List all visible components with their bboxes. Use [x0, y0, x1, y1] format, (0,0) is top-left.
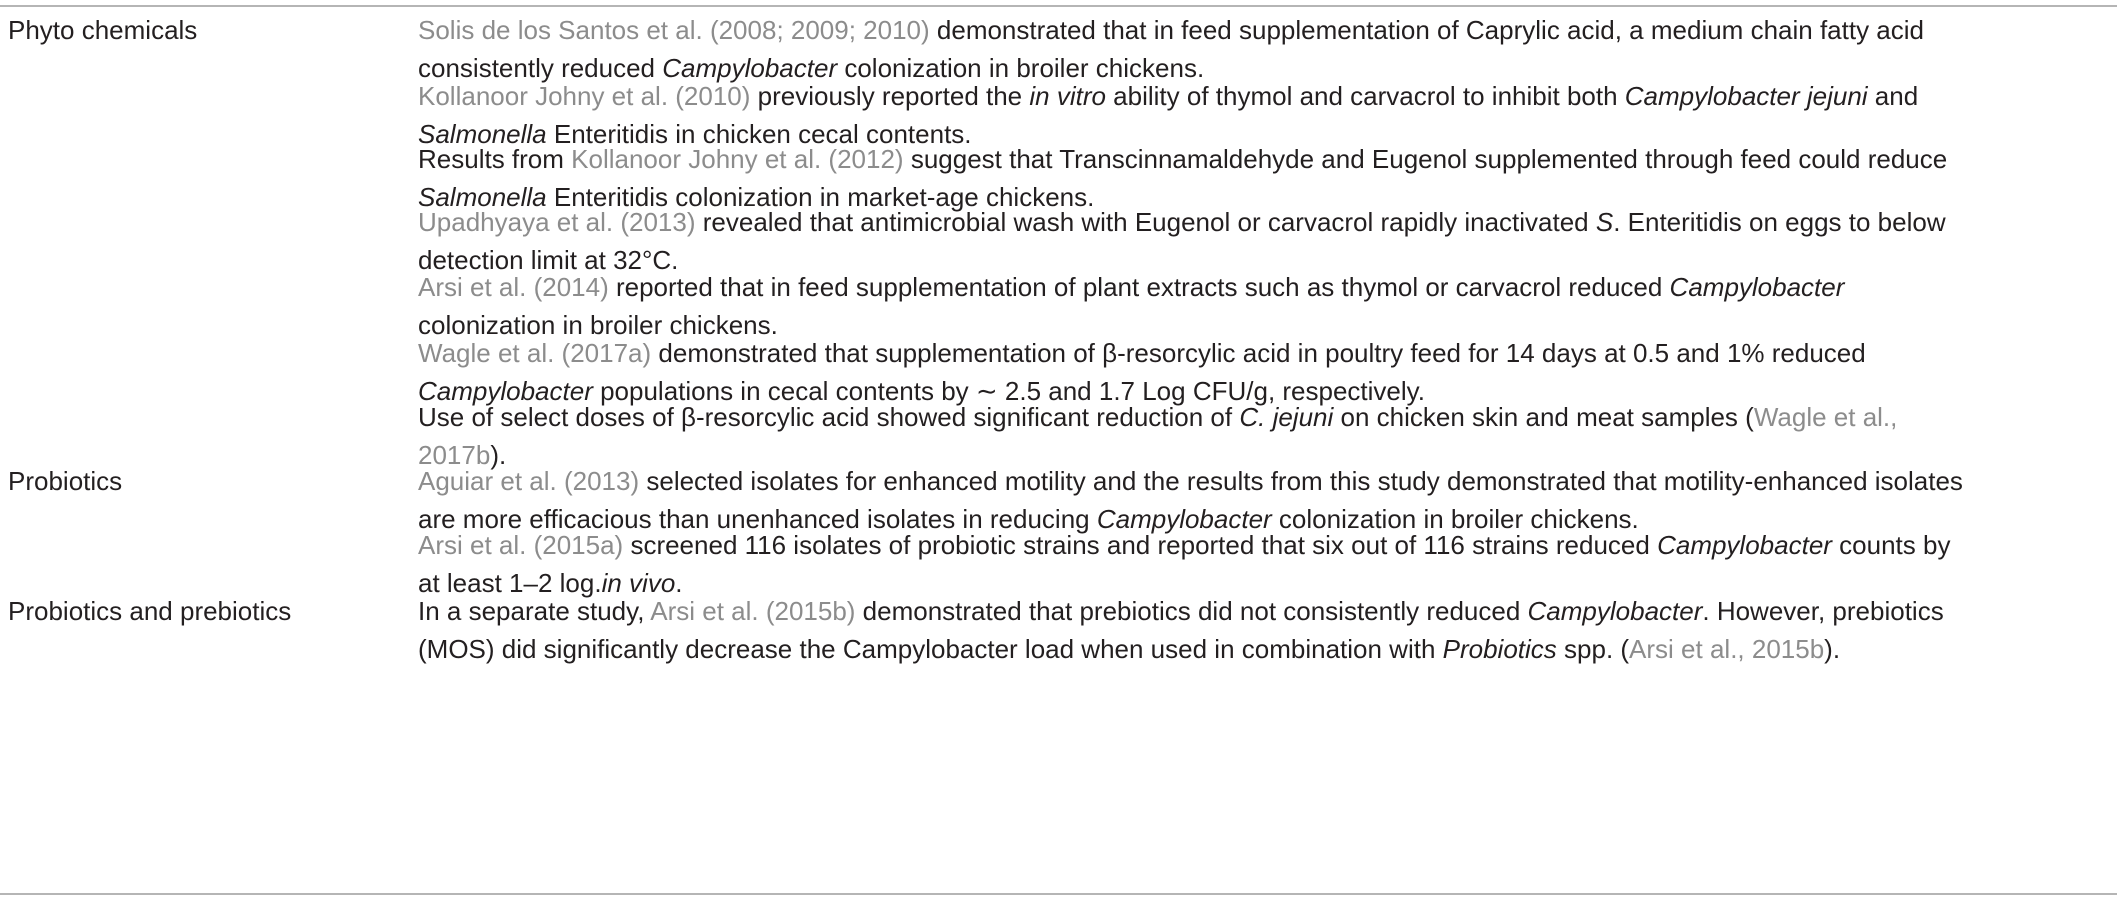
- entry-arsi-2014: [418, 268, 2108, 344]
- italic-term: Campylobacter: [1096, 504, 1272, 534]
- italic-term: in vitro: [1029, 81, 1106, 111]
- citation-link[interactable]: Solis de los Santos et al. (2008; 2009; 2010): [418, 15, 930, 45]
- entry-line: [418, 77, 2108, 115]
- body-text: ).: [1824, 634, 1841, 664]
- entry-line: [418, 140, 2108, 178]
- body-text: at least 1–2 log.: [418, 568, 602, 598]
- citation-link[interactable]: Arsi et al., 2015b: [1629, 634, 1825, 664]
- citation-link[interactable]: Arsi et al. (2015b): [650, 596, 856, 626]
- table-top-rule: [0, 5, 2117, 7]
- body-text: populations in cecal contents by ∼ 2.5 and 1.7 Log CFU/g, respectively.: [592, 376, 1425, 406]
- body-text: Enteritidis colonization in market-age chickens.: [546, 182, 1095, 212]
- body-text: colonization in broiler chickens.: [418, 310, 778, 340]
- italic-term: in vivo: [601, 568, 676, 598]
- citation-link[interactable]: Arsi et al. (2015a): [418, 530, 624, 560]
- body-text: are more efficacious than unenhanced isolates in reducing: [418, 504, 1097, 534]
- entry-line: [418, 268, 2108, 306]
- italic-term: Campylobacter jejuni: [1624, 81, 1868, 111]
- body-text: Enteritidis in chicken cecal contents.: [546, 119, 972, 149]
- citation-link[interactable]: 2017b: [418, 440, 491, 470]
- entry-line: [418, 526, 2108, 564]
- entry-arsi-2015a: [418, 526, 2108, 602]
- entry-arsi-2015b: [418, 592, 2108, 668]
- body-text: ability of thymol and carvacrol to inhibit both: [1105, 81, 1625, 111]
- italic-term: Probiotics: [1442, 634, 1557, 664]
- citation-link[interactable]: Aguiar et al. (2013): [418, 466, 640, 496]
- body-text: revealed that antimicrobial wash with Eugenol or carvacrol rapidly inactivated: [695, 207, 1596, 237]
- body-text: demonstrated that in feed supplementation of Caprylic acid, a medium chain fatty acid: [929, 15, 1924, 45]
- body-text: colonization in broiler chickens.: [1271, 504, 1639, 534]
- body-text: demonstrated that prebiotics did not consistently reduced: [855, 596, 1528, 626]
- body-text: Results from: [418, 144, 572, 174]
- entry-line: [418, 592, 2108, 630]
- body-text: and: [1867, 81, 1919, 111]
- entry-solis-de-los-santos: [418, 11, 2108, 87]
- body-text: screened 116 isolates of probiotic strains and reported that six out of 116 strains reduced: [623, 530, 1658, 560]
- body-text: consistently reduced: [418, 53, 663, 83]
- body-text: colonization in broiler chickens.: [837, 53, 1205, 83]
- body-text: on chicken skin and meat samples (: [1333, 402, 1754, 432]
- citation-link[interactable]: Wagle et al. (2017a): [418, 338, 652, 368]
- entry-line: [418, 11, 2108, 49]
- category-phyto-chemicals: Phyto chemicals: [8, 15, 198, 45]
- body-text: ).: [490, 440, 507, 470]
- body-text: In a separate study,: [418, 596, 651, 626]
- body-text: counts by: [1831, 530, 1951, 560]
- body-text: .: [675, 568, 683, 598]
- body-text: demonstrated that supplementation of β-resorcylic acid in poultry feed for 14 days at 0.5 and 1% reduced: [651, 338, 1866, 368]
- body-text: selected isolates for enhanced motility and the results from this study demonstrated that motility-enhanced isolates: [639, 466, 1963, 496]
- category-probiotics-and-prebiotics: Probiotics and prebiotics: [8, 596, 292, 626]
- italic-term: Campylobacter: [1657, 530, 1832, 560]
- citation-link[interactable]: Kollanoor Johny et al. (2010): [418, 81, 751, 111]
- body-text: reported that in feed supplementation of plant extracts such as thymol or carvacrol reduced: [608, 272, 1670, 302]
- italic-term: Campylobacter: [662, 53, 838, 83]
- citation-link[interactable]: Upadhyaya et al. (2013): [418, 207, 696, 237]
- italic-term: Campylobacter: [1527, 596, 1703, 626]
- body-text: . However, prebiotics: [1702, 596, 1944, 626]
- body-text: detection limit at 32°C.: [418, 245, 679, 275]
- italic-term: Campylobacter: [418, 376, 593, 406]
- entry-line: [418, 203, 2108, 241]
- body-text: spp. (: [1556, 634, 1630, 664]
- body-text: . Enteritidis on eggs to below: [1613, 207, 1946, 237]
- table-bottom-rule: [0, 893, 2117, 895]
- body-text: suggest that Transcinnamaldehyde and Eugenol supplemented through feed could reduce: [903, 144, 1948, 174]
- entry-line: [418, 334, 2108, 372]
- italic-term: S: [1595, 207, 1614, 237]
- body-text: Use of select doses of β-resorcylic acid showed significant reduction of: [418, 402, 1240, 432]
- citation-link[interactable]: Kollanoor Johny et al. (2012): [571, 144, 904, 174]
- entry-line: [418, 630, 2108, 668]
- citation-link[interactable]: Arsi et al. (2014): [418, 272, 609, 302]
- citation-link[interactable]: Wagle et al.,: [1753, 402, 1898, 432]
- italic-term: Salmonella: [418, 182, 547, 212]
- entry-line: [418, 462, 2108, 500]
- entry-line: [418, 398, 2108, 436]
- italic-term: Campylobacter: [1669, 272, 1845, 302]
- italic-term: C. jejuni: [1239, 402, 1334, 432]
- category-probiotics: Probiotics: [8, 466, 123, 496]
- italic-term: Salmonella: [418, 119, 547, 149]
- body-text: previously reported the: [750, 81, 1030, 111]
- body-text: (MOS) did significantly decrease the Campylobacter load when used in combination with: [418, 634, 1443, 664]
